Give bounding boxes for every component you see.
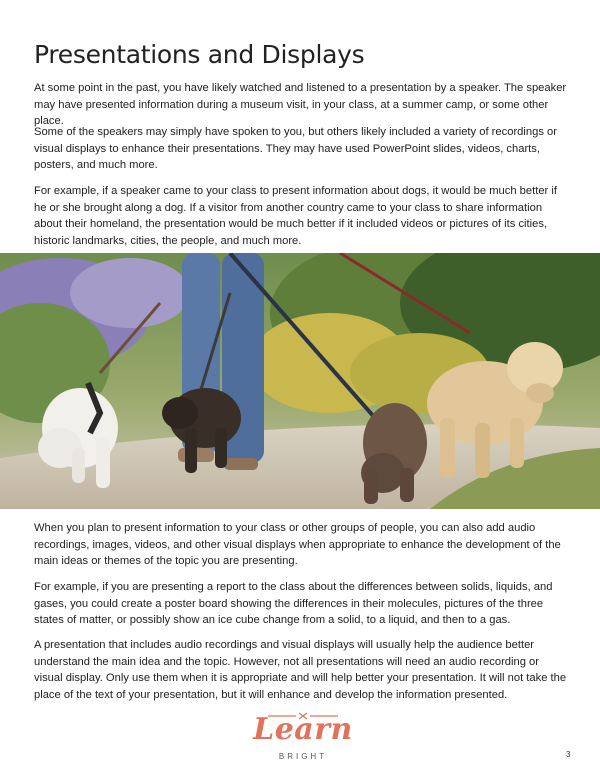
logo-wordmark: Learn xyxy=(253,712,353,747)
learn-bright-logo xyxy=(238,708,368,768)
paragraph-1: At some point in the past, you have likely watched and listened to a presentation by a speaker. The speaker may have presented information during a museum visit, in your class, at a summer camp, or some other place. xyxy=(34,82,567,128)
paragraph-5: For example, if you are presenting a report to the class about the differences between solids, liquids, and gases, you could create a poster board showing the differences in their molecules, pictures of the three states of matter, or possibly show an ice cube change from a solid, to a liquid, and then to a gas. xyxy=(34,581,553,627)
dogs-walking-photo xyxy=(0,253,600,509)
paragraph-4: When you plan to present information to your class or other groups of people, you can also add audio recordings, images, videos, and other visual displays when appropriate to enhance the development of the main ideas or themes of the topic you are presenting. xyxy=(34,522,561,568)
page-title: Presentations and Displays xyxy=(34,40,365,69)
paragraph-2: Some of the speakers may simply have spoken to you, but others likely included a variety of recordings or visual displays to enhance their presentations. They may have used PowerPoint slides, videos, charts, posters, and much more. xyxy=(34,126,557,172)
page-number: 3 xyxy=(566,750,571,759)
paragraph-3: For example, if a speaker came to your class to present information about dogs, it would be much better if he or she brought along a dog. If a visitor from another country came to your class to share information about their homeland, the presentation would be much better if it included videos or pictures of its cities, historic landmarks, cities, the people, and much more. xyxy=(34,185,557,247)
logo-subtitle: BRIGHT xyxy=(278,752,328,761)
paragraph-6: A presentation that includes audio recordings and visual displays will usually help the audience better understand the main idea and the topic. However, not all presentations will need an audio recording or visual display. Only use them when it is appropriate and will help better your presentation. It will not take the place of the text of your presentation, but it will enhance and develop the information presented. xyxy=(34,639,567,701)
